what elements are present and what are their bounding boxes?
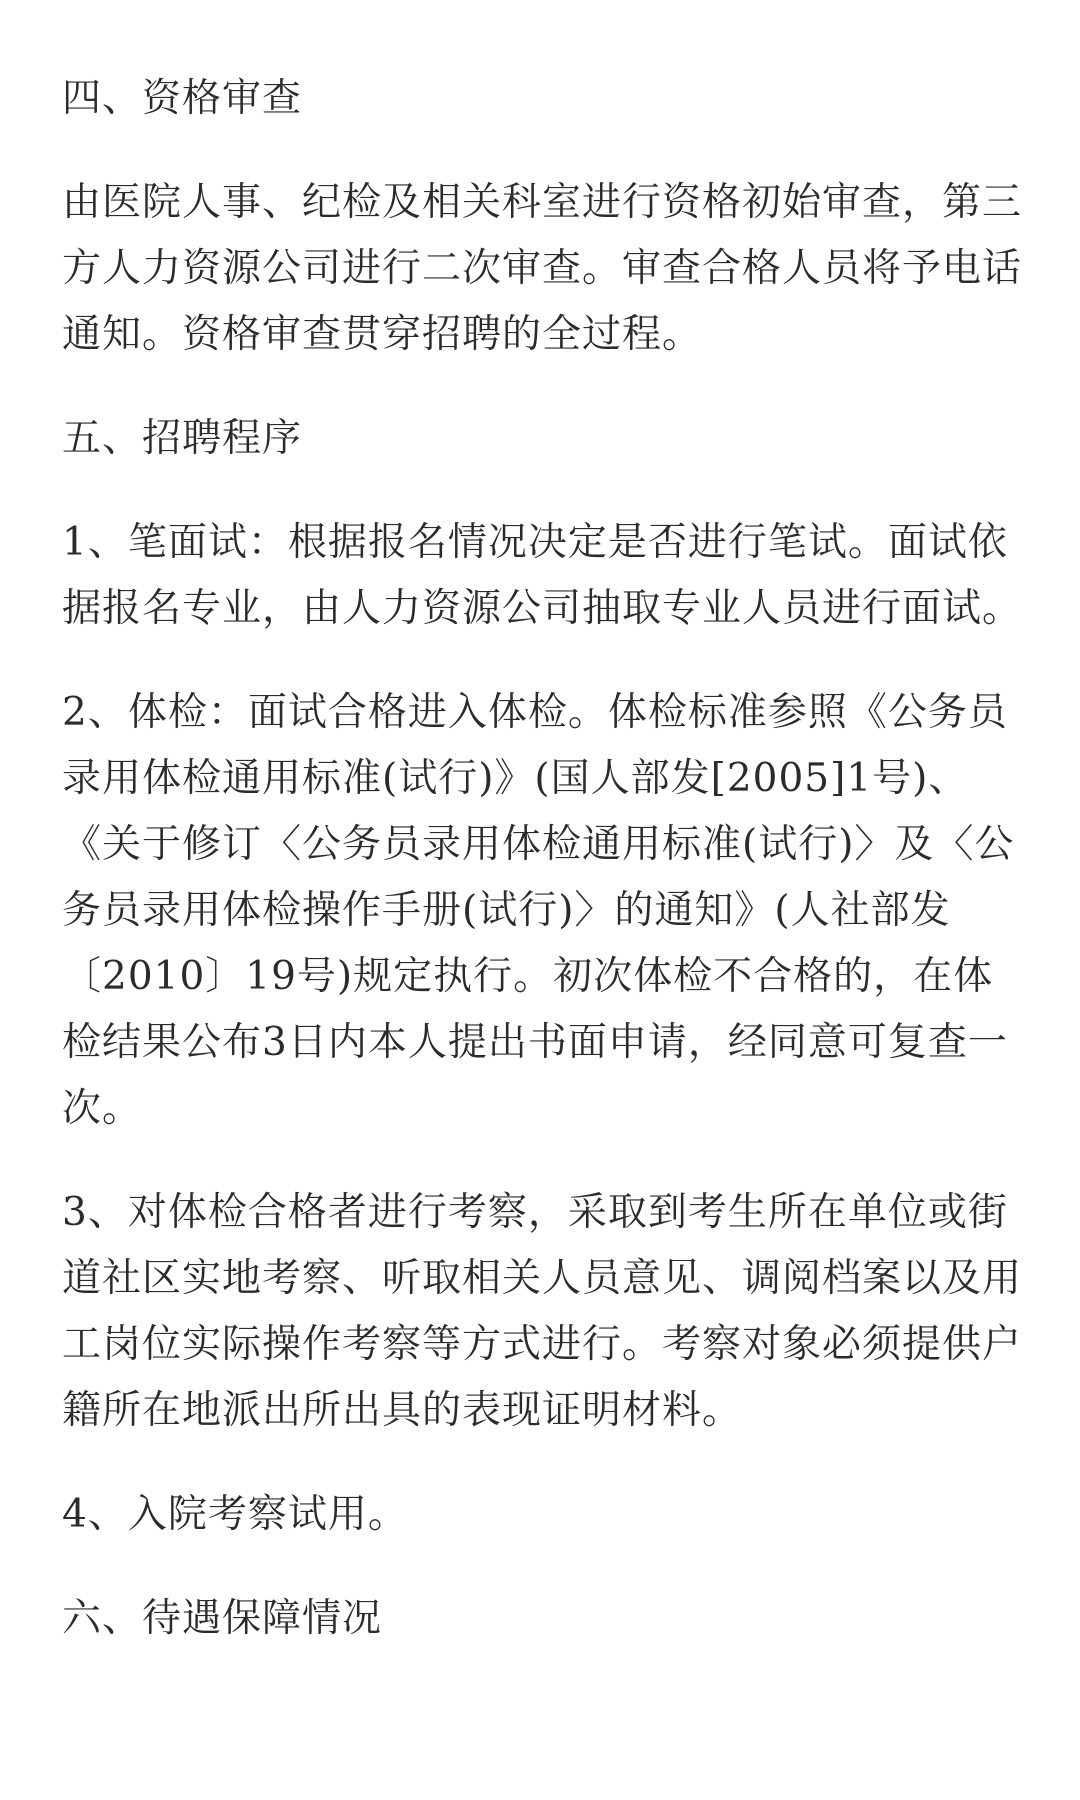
paragraph-trial-period: 4、入院考察试用。 bbox=[62, 1492, 408, 1537]
paragraph-inspection: 3、对体检合格者进行考察，采取到考生所在单位或街道社区实地考察、听取相关人员意见、调阅档案以及用工岗位实际操作考察等方式进行。考察对象必须提供户籍所在地派出所出具的表现证明材料。 bbox=[62, 1190, 1023, 1433]
paragraph-written-interview: 1、笔面试：根据报名情况决定是否进行笔试。面试依据报名专业，由人力资源公司抽取专业人员进行面试。 bbox=[62, 520, 1023, 631]
section-heading-benefits: 六、待遇保障情况 bbox=[62, 1596, 383, 1641]
section-heading-recruitment-procedure: 五、招聘程序 bbox=[62, 416, 303, 461]
article-body bbox=[62, 66, 1022, 1690]
paragraph-physical-exam: 2、体检：面试合格进入体检。体检标准参照《公务员录用体检通用标准(试行)》(国人部发[2005]1号)、《关于修订〈公务员录用体检通用标准(试行)〉及〈公务员录用体检操作手册(试行)〉的通知》(人社部发〔2010〕19号)规定执行。初次体检不合格的，在体检结果公布3日内本人提出书面申请，经同意可复查一次。 bbox=[62, 690, 1015, 1131]
paragraph-qualification-review: 由医院人事、纪检及相关科室进行资格初始审查，第三方人力资源公司进行二次审查。审查合格人员将予电话通知。资格审查贯穿招聘的全过程。 bbox=[62, 180, 1023, 357]
section-heading-qualification-review: 四、资格审查 bbox=[62, 76, 303, 121]
